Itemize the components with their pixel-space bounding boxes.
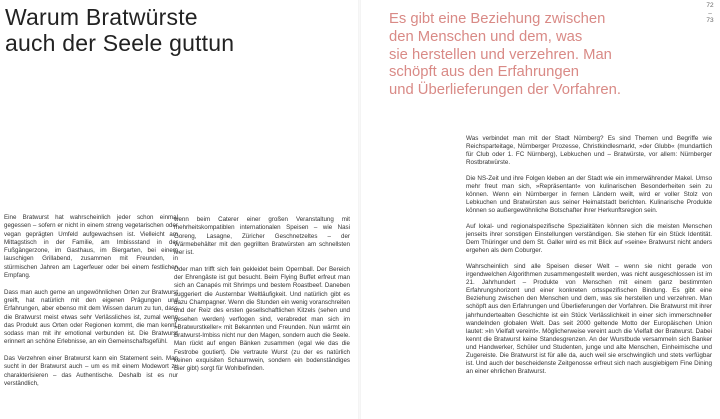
- body-paragraph: Was verbindet man mit der Stadt Nürnberg? Es sind Themen und Begriffe wie Reichsparteitage, Nürnberger Prozesse, Christkindlesmarkt, »der Glubb« (mundartlich für Club oder 1. FC Nürnberg), Lebkuchen und – Bratwürste, vor allem: Nürnberger Rostbratwürste.: [466, 135, 712, 167]
- body-paragraph: wenn beim Caterer einer großen Veranstaltung mit mehrheitskompatiblen internationalen Speisen – wie Nasi Goreng, Lasagne, Züricher Geschnetzeltes – der Wärmebehälter mit den gegrillten Bratwürsten am schnellsten leer ist.: [174, 216, 350, 257]
- body-paragraph: Die NS-Zeit und ihre Folgen kleben an der Stadt wie ein immerwährender Makel. Umso mehr freut man sich, »Repräsentant« von kulinarischen Besonderheiten sein zu können. Wenn ein Nürnberger in fernen Ländern weilt, wird er voller Stolz von Lebkuchen und Bratwürsten aus seiner Heimatstadt berichten. Kulinarische Produkte können so außergewöhnliche Botschafter ihrer Herkunftsregion sein.: [466, 174, 712, 215]
- body-paragraph: Das Verzehren einer Bratwurst kann ein Statement sein. Man sucht in der Bratwurst auch – um es mit einem Modewort zu charakterisieren – das Authentische. Deshalb ist es nur verständlich,: [4, 355, 178, 387]
- body-paragraph: Auf lokal- und regionalspezifische Spezialitäten können sich die meisten Menschen jenseits ihrer sonstigen Einstellungen verständigen. Sie stehen für ein Stück Identität. Dem Thüringer und dem St. Galler wird es mit Blick auf »seine« Bratwurst nicht anders ergehen als dem Coburger.: [466, 223, 712, 255]
- pull-quote: [389, 11, 689, 100]
- body-paragraph: Oder man trifft sich fein gekleidet beim Opernball. Der Bereich der Ehrengäste ist gut besucht. Beim Flying Buffet erfreut man sich an Canapés mit Shrimps und bestem Roastbeef. Daneben suggeriert die Austernbar Weltläufigkeit. Und natürlich gibt es dazu Champagner. Wenn die Stunden ein wenig voranschreiten und der Reiz des ersten gesellschaftlichen Kitzels (sehen und gesehen werden) verflogen sind, verabredet man sich im »Bratwurstkeller« mit Bekannten und Freunden. Nun wärmt ein Bratwurst-Imbiss nicht nur den Magen, sondern auch die Seele. Man rückt auf engen Bänken zusammen (egal wie das die Festrobe goutiert). Die vertraute Wurst (zu der es natürlich keinen exquisiten Schaumwein, sondern ein bodenständiges Bier gibt) sorgt für Wohlbefinden.: [174, 265, 350, 373]
- body-column-left: [4, 214, 178, 397]
- page-number-right: 73: [706, 17, 714, 24]
- body-column-middle: [174, 216, 350, 382]
- body-paragraph: Dass man auch gerne an ungewöhnlichen Orten zur Bratwurst greift, hat natürlich mit den eigenen Prägungen und Erfahrungen, aber ebenso mit dem Wissen darum zu tun, dass die Bratwurst meist etwas sehr Verlässliches ist, zumal wenn das Produkt aus Orten oder Regionen kommt, die man kennt, sodass man mit ihr emotional verbunden ist. Die Bratwurst erinnert an schöne Erlebnisse, an ein Gemeinschaftsgefühl.: [4, 288, 178, 346]
- headline-line-2: auch der Seele guttun: [5, 30, 235, 56]
- body-paragraph: Eine Bratwurst hat wahrscheinlich jeder schon einmal gegessen – sofern er nicht in einem streng vegetarischen oder vegan geprägten Umfeld aufgewachsen ist. Vielleicht am Mittagstisch in der Familie, am Imbissstand in der Fußgängerzone, im Gasthaus, im Biergarten, bei einem lauschigen Grillabend, zusammen mit Freunden, in stürmischen Jahren am Lagerfeuer oder bei einem festlichen Empfang.: [4, 214, 178, 280]
- page-number-left: 72: [706, 2, 714, 9]
- pull-quote-line: Es gibt eine Beziehung zwischen: [389, 11, 606, 27]
- body-paragraph: Wahrscheinlich sind alle Speisen dieser Welt – wenn sie nicht gerade von irgendwelchen Algorithmen zusammengestellt werden, was nicht ausgeschlossen ist im 21. Jahrhundert – Produkte von Menschen mit einem ganz bestimmten Erfahrungshorizont und einer konkreten ortsspezifischen Bindung. Es gibt eine Beziehung zwischen den Menschen und dem, was sie herstellen und verzehren. Man schöpft aus den Erfahrungen und Überlieferungen der Vorfahren. Die Bratwurst mit ihrer jahrhundertealten Geschichte ist ein Stück Verlässlichkeit in einer sich immerschneller wandelnden globalen Welt. Das seit 2000 geltende Motto der Europäischen Union lautet: »In Vielfalt vereint«. Möglicherweise vereint auch die Vielfalt der Bratwurst. Dabei kennt die Bratwurst keine Standesgrenzen. An der Wurstbude versammeln sich Banker und Handwerker, Schüler und Studenten, junge und alte Menschen, Einheimische und Zugereiste. Die Bratwurst ist für alle da, auch weil sie erschwinglich und stets verfügbar ist. Und auch der bescheidenste Zeitgenosse erfreut sich nach ausgiebigem Fine Dining an einer ehrlichen Bratwurst.: [466, 263, 712, 376]
- headline-line-1: Warum Bratwürste: [5, 4, 198, 30]
- page-gutter: [358, 0, 361, 419]
- page-number: [703, 2, 717, 25]
- pull-quote-line: den Menschen und dem, was: [389, 28, 583, 45]
- pull-quote-line: schöpft aus den Erfahrungen: [389, 64, 580, 81]
- body-column-right: [466, 135, 712, 384]
- page-number-dash: –: [708, 9, 712, 17]
- pull-quote-line: und Überlieferungen der Vorfahren.: [389, 82, 621, 99]
- chapter-headline: [5, 4, 345, 56]
- pull-quote-line: sie herstellen und verzehren. Man: [389, 46, 612, 63]
